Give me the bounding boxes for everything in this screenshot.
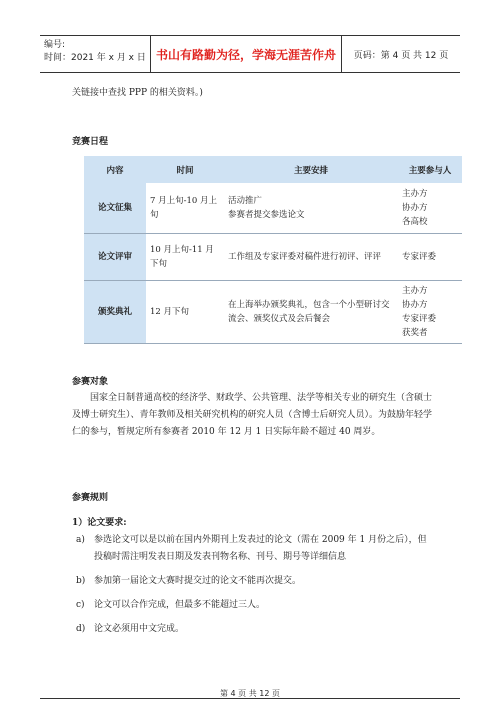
row-time: 7 月上旬-10 月上旬 [150,196,218,220]
page-header [40,35,460,73]
participants-heading: 参赛对象 [72,377,109,387]
table-row [84,183,462,234]
row-arrangement: 工作组及专家评委对稿件进行初评、评评 [224,234,398,281]
col-header-arrangement: 主要安排 [224,156,398,183]
rule-label: d) [76,624,86,634]
rule-text: 参选论文可以是以前在国内外期刊上发表过的论文（需在 2009 年 1 月份之后），但投稿时需注明发表日期及发表刊物名称、刊号、期号等详细信息 [94,535,427,562]
row-item: 论文征集 [84,183,146,234]
page-footer: 第 4 页 共 12 页 [220,689,280,698]
rule-text: 论文可以合作完成，但最多不能超过三人。 [94,600,266,610]
participants-body: 国家全日制普通高校的经济学、财政学、公共管理、法学等相关专业的研究生（含硕士及博士研究生）、青年教师及相关研究机构的研究人员（含博士后研究人员）。为鼓励年轻学仁的参与，暂规定所有参赛者 2010 年 12 月 1 日实际年龄不超过 40 周岁。 [72,393,433,437]
header-time: 时间：2021 年 x 月 x 日 [44,53,146,63]
header-meta [40,36,151,72]
row-time: 12 月下旬 [146,281,224,344]
schedule-table [84,156,462,344]
footer-divider [40,698,460,699]
schedule-header-row [84,156,462,183]
row-participants: 主办方 协办方 各高校 [402,189,428,227]
col-header-participants: 主要参与人 [398,156,462,183]
schedule-heading: 竞赛日程 [72,137,109,147]
row-time: 10 月上旬-11 月下旬 [146,234,224,281]
row-arrangement: 在上海举办颁奖典礼，包含一个小型研讨交流会、颁奖仪式及会后餐会 [224,281,398,344]
rules-subheading: 1）论文要求: [72,518,127,528]
rule-label: c) [76,600,85,610]
row-participants: 专家评委 [398,234,462,281]
header-page-number: 页码：第 4 页 共 12 页 [353,50,449,61]
rule-label: b) [76,576,86,586]
rule-text: 参加第一届论文大赛时提交过的论文不能再次提交。 [94,576,302,586]
rules-heading: 参赛规则 [72,493,109,503]
intro-tail: 关链接中查找 PPP 的相关资料。) [72,88,203,98]
header-number: 编号: [44,40,66,50]
row-item: 颁奖典礼 [84,281,146,344]
col-header-content: 内容 [84,156,146,183]
row-participants: 主办方 协办方 专家评委 获奖者 [398,281,462,344]
rule-label: a) [76,535,85,545]
col-header-time: 时间 [146,156,224,183]
header-motto: 书山有路勤为径，学海无涯苦作舟 [151,36,342,72]
row-arrangement: 活动推广 参赛者提交参选论文 [228,196,305,220]
row-item: 论文评审 [84,234,146,281]
rule-text: 论文必须用中文完成。 [94,624,185,634]
table-row [84,281,462,344]
table-row [84,234,462,281]
